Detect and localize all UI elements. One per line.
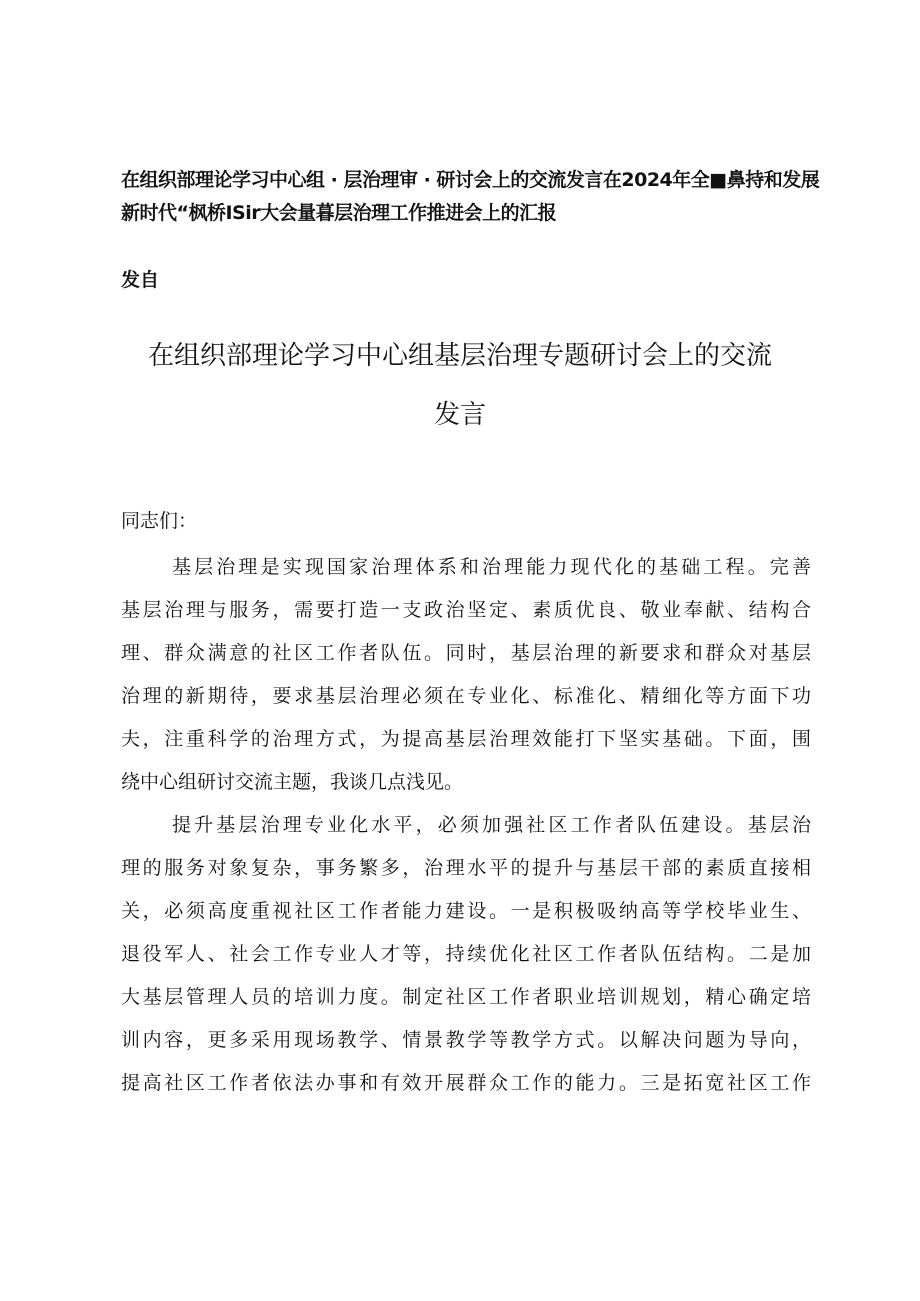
paragraph-1-line: 绕中心组研讨交流主题，我谈几点浅见。	[121, 771, 464, 793]
header-line-3: 发自	[121, 269, 160, 291]
paragraph-2-line: 退役军人、社会工作专业人才等，持续优化社区工作者队伍结构。二是加	[121, 943, 811, 965]
document-title-line-1: 在组织部理论学习中心组基层治理专题研讨会上的交流	[147, 341, 772, 371]
paragraph-1-line: 治理的新期待，要求基层治理必须在专业化、标准化、精细化等方面下功	[121, 685, 811, 707]
salutation: 同志们：	[121, 510, 198, 532]
paragraph-1-line: 基层治理是实现国家治理体系和治理能力现代化的基础工程。完善	[172, 556, 811, 578]
paragraph-2-line: 提升基层治理专业化水平，必须加强社区工作者队伍建设。基层治	[172, 814, 811, 836]
paragraph-2-line: 训内容，更多采用现场教学、情景教学等教学方式。以解决问题为导向，	[121, 1029, 811, 1051]
paragraph-1-line: 理、群众满意的社区工作者队伍。同时，基层治理的新要求和群众对基层	[121, 642, 811, 664]
paragraph-2-line: 提高社区工作者依法办事和有效开展群众工作的能力。三是拓宽社区工作	[121, 1072, 811, 1094]
paragraph-2-line: 关，必须高度重视社区工作者能力建设。一是积极吸纳高等学校毕业生、	[121, 900, 811, 922]
paragraph-2-line: 大基层管理人员的培训力度。制定社区工作者职业培训规划，精心确定培	[121, 986, 811, 1008]
paragraph-1-line: 夫，注重科学的治理方式，为提高基层治理效能打下坚实基础。下面，围	[121, 728, 811, 750]
header-line-1: 在组织部理论学习中心组 · 层治理审 · 研讨会上的交流发言在2024年全■鼻持和发展	[121, 169, 820, 191]
header-line-2: 新时代“枫桥ISir大会量暮层治理工作推进会上的汇报	[121, 202, 557, 224]
document-title-line-2: 发言	[433, 400, 486, 430]
paragraph-2-line: 理的服务对象复杂，事务繁多，治理水平的提升与基层干部的素质直接相	[121, 857, 811, 879]
paragraph-1-line: 基层治理与服务，需要打造一支政治坚定、素质优良、敬业奉献、结构合	[121, 599, 811, 621]
